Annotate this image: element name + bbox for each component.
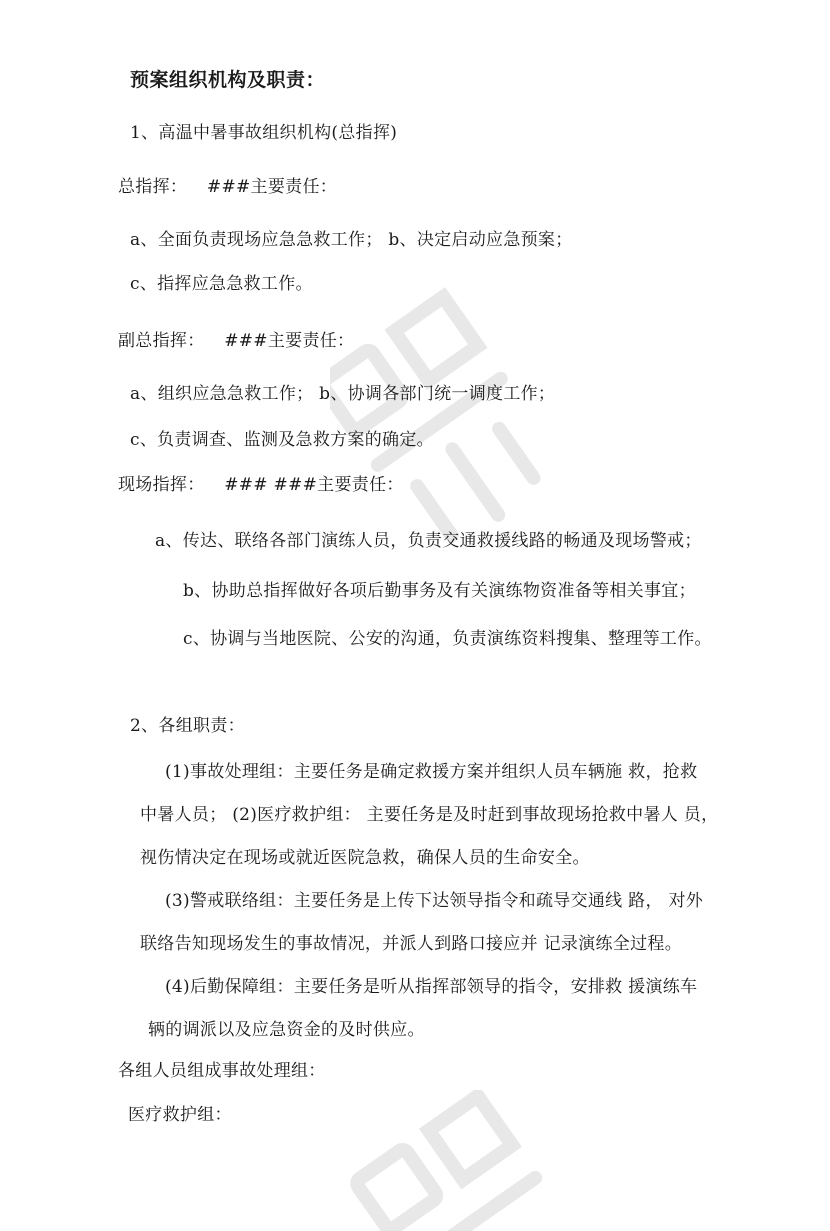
groups-p1-line3: 视伤情决定在现场或就近医院急救，确保人员的生命安全。 — [140, 848, 590, 868]
commander-resp: ###主要责任： — [206, 177, 338, 197]
site-item-c: c、协调与当地医院、公安的沟通，负责演练资料搜集、整理等工作。 — [183, 629, 712, 649]
deputy-item-a-b: a、组织应急急救工作； b、协调各部门统一调度工作； — [130, 384, 556, 404]
site-item-b: b、协助总指挥做好各项后勤事务及有关演练物资准备等相关事宜； — [183, 581, 696, 601]
members-heading: 各组人员组成事故处理组： — [118, 1061, 326, 1081]
medical-label: 医疗救护组： — [128, 1105, 232, 1125]
section1-heading: 1、高温中暑事故组织机构(总指挥) — [130, 123, 398, 143]
site-resp: ### ###主要责任： — [224, 475, 404, 495]
commander-item-a-b: a、全面负责现场应急急救工作； b、决定启动应急预案； — [130, 230, 573, 250]
site-row — [118, 475, 404, 495]
groups-p1-line2: 中暑人员； (2)医疗救护组： 主要任务是及时赶到事故现场抢救中暑人 员， — [140, 805, 719, 825]
deputy-row — [118, 331, 354, 351]
commander-label: 总指挥： — [118, 177, 188, 197]
groups-p4-line1: (4)后勤保障组：主要任务是听从指挥部领导的指令，安排救 援演练车 — [165, 977, 698, 997]
deputy-resp: ###主要责任： — [224, 331, 355, 351]
groups-p3-line2: 联络告知现场发生的事故情况，并派人到路口接应并 记录演练全过程。 — [140, 934, 683, 954]
site-item-a: a、传达、联络各部门演练人员，负责交通救援线路的畅通及现场警戒； — [155, 531, 702, 551]
groups-p4-line2: 辆的调派以及应急资金的及时供应。 — [148, 1020, 425, 1040]
groups-p1-line1: (1)事故处理组：主要任务是确定救援方案并组织人员车辆施 救，抢救 — [165, 762, 698, 782]
section2-heading: 2、各组职责： — [130, 716, 245, 736]
deputy-label: 副总指挥： — [118, 331, 205, 351]
watermark-logo-icon — [330, 1090, 560, 1231]
commander-item-c: c、指挥应急急救工作。 — [130, 274, 313, 294]
deputy-item-c: c、负责调查、监测及急救方案的确定。 — [130, 430, 434, 450]
page-title: 预案组织机构及职责： — [130, 69, 326, 91]
commander-row — [118, 177, 337, 197]
groups-p3-line1: (3)警戒联络组：主要任务是上传下达领导指令和疏导交通线 路， 对外 — [165, 891, 704, 911]
site-label: 现场指挥： — [118, 475, 205, 495]
